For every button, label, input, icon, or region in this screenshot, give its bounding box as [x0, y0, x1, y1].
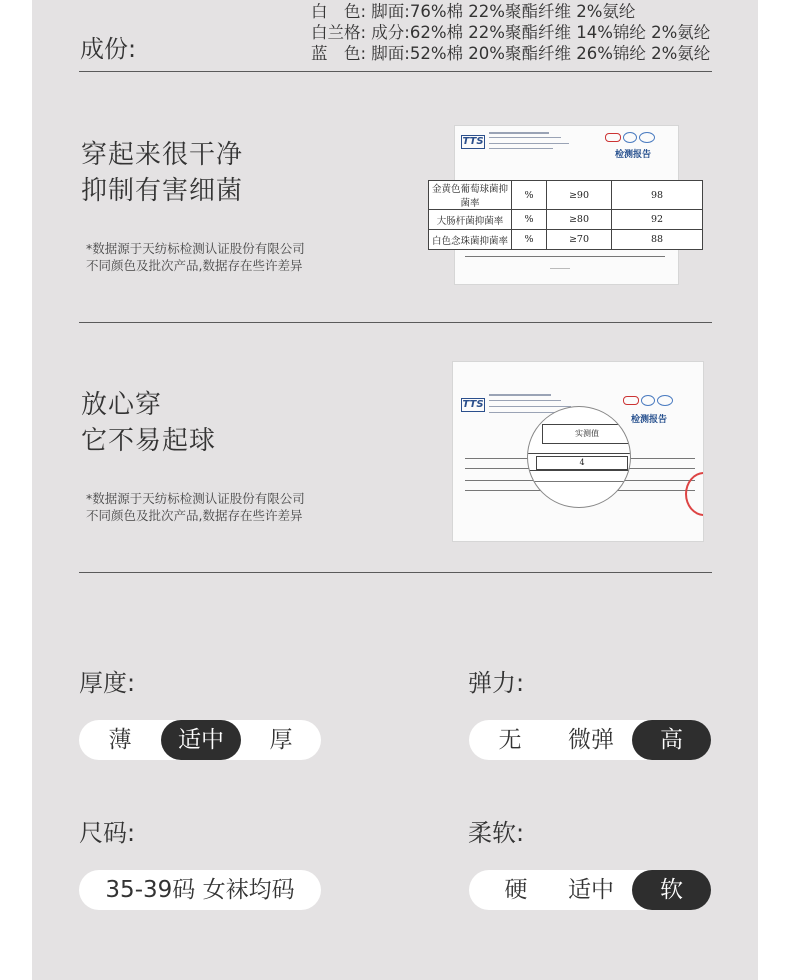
- size-display: [79, 870, 321, 910]
- report-title: 检测报告: [615, 150, 652, 160]
- pilling-test-report: [452, 361, 704, 542]
- thickness-option-thick[interactable]: 厚: [269, 727, 293, 753]
- cma-seal-icon: [623, 396, 639, 405]
- ilac-seal-icon: [639, 132, 655, 143]
- cnas-seal-icon: [623, 132, 637, 143]
- composition-line-white: 白 色: 脚面:76%棉 22%聚酯纤维 2%氨纶: [311, 2, 636, 21]
- thickness-option-thin[interactable]: 薄: [108, 727, 132, 753]
- magnifier-value: 4: [536, 456, 628, 470]
- composition-lines: [311, 1, 710, 64]
- pilling-note: *数据源于天纺标检测认证股份有限公司 不同颜色及批次产品,数据存在些许差异: [86, 491, 305, 523]
- table-row: 金黄色葡萄球菌抑菌率 % ≥90 98: [429, 181, 703, 210]
- softness-option-medium[interactable]: 适中: [568, 877, 614, 903]
- composition-line-blue: 蓝 色: 脚面:52%棉 20%聚酯纤维 26%锦纶 2%氨纶: [311, 44, 711, 63]
- softness-option-soft[interactable]: 软: [632, 870, 711, 910]
- thickness-label: 厚度:: [79, 669, 136, 697]
- antibacterial-heading: 穿起来很干净 抑制有害细菌: [81, 140, 244, 206]
- ilac-seal-icon: [657, 395, 673, 406]
- cma-seal-icon: [605, 133, 621, 142]
- pilling-heading: 放心穿 它不易起球: [81, 390, 217, 456]
- tts-logo-icon: TTS: [462, 399, 484, 410]
- cnas-seal-icon: [641, 395, 655, 406]
- magnifier-header: 实测值: [542, 424, 631, 444]
- tts-logo-icon: TTS: [462, 136, 484, 147]
- softness-option-hard[interactable]: 硬: [504, 877, 528, 903]
- elasticity-option-none[interactable]: 无: [498, 727, 522, 753]
- composition-label: 成份:: [80, 35, 137, 63]
- divider: [79, 322, 712, 323]
- divider: [79, 71, 712, 72]
- red-stamp-icon: [685, 472, 704, 516]
- thickness-option-medium[interactable]: 适中: [161, 720, 241, 760]
- size-value: 35-39码 女袜均码: [105, 877, 295, 903]
- antibacterial-note: *数据源于天纺标检测认证股份有限公司 不同颜色及批次产品,数据存在些许差异: [86, 241, 305, 273]
- composition-line-whiteblue: 白兰格: 成分:62%棉 22%聚酯纤维 14%锦纶 2%氨纶: [311, 23, 711, 42]
- thickness-selector: [79, 720, 321, 760]
- table-row: 大肠杆菌抑菌率 % ≥80 92: [429, 210, 703, 230]
- elasticity-option-slight[interactable]: 微弹: [568, 727, 614, 753]
- elasticity-label: 弹力:: [468, 669, 525, 697]
- softness-selector: [469, 870, 711, 910]
- antibacterial-results-table: [428, 180, 703, 250]
- magnifier-lens: [527, 406, 631, 508]
- elasticity-option-high[interactable]: 高: [632, 720, 711, 760]
- size-label: 尺码:: [79, 819, 136, 847]
- elasticity-selector: [469, 720, 711, 760]
- softness-label: 柔软:: [468, 819, 525, 847]
- report-title: 检测报告: [631, 415, 668, 425]
- divider: [79, 572, 712, 573]
- table-row: 白色念珠菌抑菌率 % ≥70 88: [429, 230, 703, 250]
